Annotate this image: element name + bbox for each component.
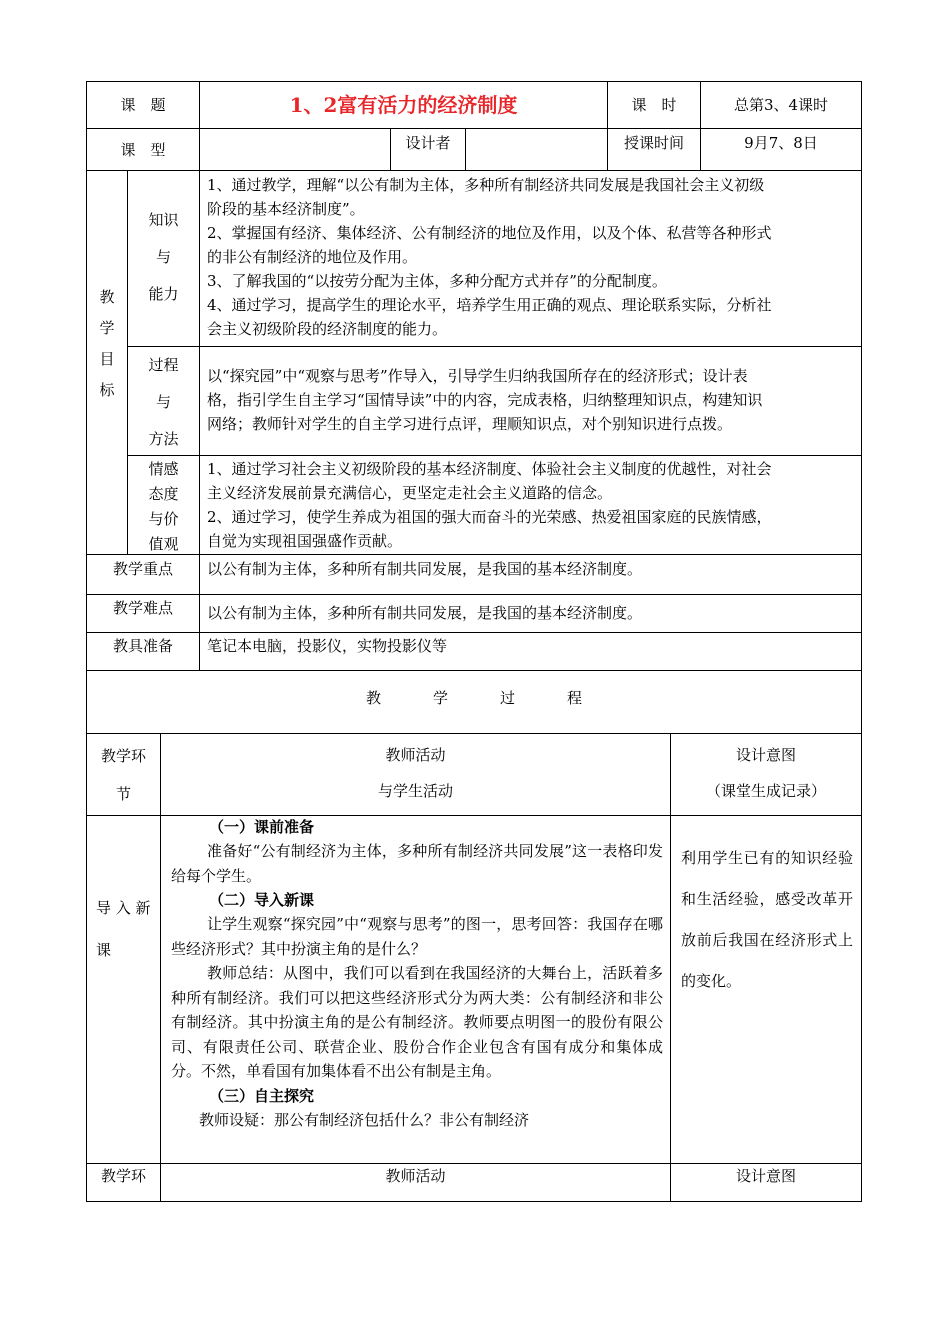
footer-activity-header: 教师活动 bbox=[385, 1167, 446, 1185]
activity-column-header: 教师活动 与学生活动 bbox=[377, 746, 453, 800]
topic-label: 课 题 bbox=[120, 96, 166, 114]
emotion-values-text: 1、通过学习社会主义初级阶段的基本经济制度、体验社会主义制度的优越性，对社会 主义经济发展前景充满信心，更坚定走社会主义道路的信念。 2、通过学习，使学生养成为祖国的强大而奋斗的光荣感、热爱祖国家庭的民族情感， 自觉为实现祖国强盛作贡献。 bbox=[207, 460, 772, 550]
tools-value: 笔记本电脑，投影仪，实物投影仪等 bbox=[207, 637, 448, 655]
tools-label: 教具准备 bbox=[112, 637, 173, 655]
intro-stage-label: 导 入 新 课 bbox=[96, 899, 151, 959]
objectives-section-label: 教 学 目 标 bbox=[99, 288, 115, 399]
process-method-text: 以“探究园”中“观察与思考”作导入，引导学生归纳我国所存在的经济形式；设计表 格，指引学生自主学习“国情导读”中的内容，完成表格，归纳整理知识点，构建知识 网络；教师针对学生的自主学习进行点评，理顺知识点，对个别知识进行点拨。 bbox=[207, 367, 763, 433]
paragraph-teacher-summary: 教师总结：从图中，我们可以看到在我国经济的大舞台上，活跃着多种所有制经济。我们可以把这些经济形式分为两大类：公有制经济和非公有制经济。其中扮演主角的是公有制经济。教师要点明图一的股份有限公司、有限责任公司、联营企业、股份合作企业包含有国有成分和集体成分。不然，单看国有加集体看不出公有制是主角。 bbox=[171, 964, 663, 1080]
section-heading-import: （二）导入新课 bbox=[209, 891, 315, 909]
paragraph-preparation: 准备好“公有制经济为主体，多种所有制经济共同发展”这一表格印发给每个学生。 bbox=[171, 842, 663, 885]
time-label: 授课时间 bbox=[623, 134, 684, 152]
period-value: 总第3、4课时 bbox=[733, 96, 829, 114]
footer-intent-header: 设计意图 bbox=[735, 1167, 796, 1185]
difficulty-label: 教学难点 bbox=[112, 599, 173, 617]
key-point-value: 以公有制为主体，多种所有制共同发展，是我国的基本经济制度。 bbox=[207, 560, 643, 578]
paragraph-teacher-question: 教师设疑：那公有制经济包括什么？非公有制经济 bbox=[199, 1110, 530, 1129]
period-label: 课 时 bbox=[631, 96, 677, 114]
lesson-title: 1、2富有活力的经济制度 bbox=[289, 93, 518, 117]
difficulty-value: 以公有制为主体，多种所有制共同发展，是我国的基本经济制度。 bbox=[207, 604, 643, 622]
emotion-values-label: 情感 态度 与价 值观 bbox=[148, 460, 179, 553]
designer-label: 设计者 bbox=[405, 134, 451, 152]
knowledge-label: 知识 与 能力 bbox=[148, 211, 179, 303]
time-value: 9月7、8日 bbox=[744, 134, 818, 152]
process-heading-1: 教 bbox=[366, 689, 382, 707]
key-point-label: 教学重点 bbox=[112, 560, 173, 578]
process-method-label: 过程 与 方法 bbox=[148, 356, 179, 448]
intro-design-intent: 利用学生已有的知识经验和生活经验，感受改革开放前后我国在经济形式上的变化。 bbox=[681, 849, 853, 990]
footer-stage-header: 教学环 bbox=[100, 1167, 146, 1185]
section-heading-preparation: （一）课前准备 bbox=[209, 818, 315, 836]
stage-column-header: 教学环 节 bbox=[100, 747, 146, 803]
paragraph-import-question: 让学生观察“探究园”中“观察与思考”的图一，思考回答：我国存在哪些经济形式？其中扮演主角的是什么？ bbox=[171, 915, 663, 958]
process-heading-3: 过 bbox=[500, 689, 516, 707]
process-heading-2: 学 bbox=[433, 689, 449, 707]
process-heading-4: 程 bbox=[567, 689, 583, 707]
section-heading-self-study: （三）自主探究 bbox=[209, 1086, 315, 1105]
knowledge-text: 1、通过教学，理解“以公有制为主体，多种所有制经济共同发展是我国社会主义初级 阶段的基本经济制度”。 2、掌握国有经济、集体经济、公有制经济的地位及作用，以及个体、私营等各种形式 的非公有制经济的地位及作用。 3、了解我国的“以按劳分配为主体，多种分配方式并存”的分配制度。 4、通过学习，提高学生的理论水平，培养学生用正确的观点、理论联系实际，分析社 会主义初级阶段的经济制度的能力。 bbox=[207, 176, 772, 338]
intro-activity bbox=[171, 815, 663, 1132]
type-label: 课 型 bbox=[120, 141, 166, 159]
intent-column-header: 设计意图 （课堂生成记录） bbox=[705, 746, 826, 800]
